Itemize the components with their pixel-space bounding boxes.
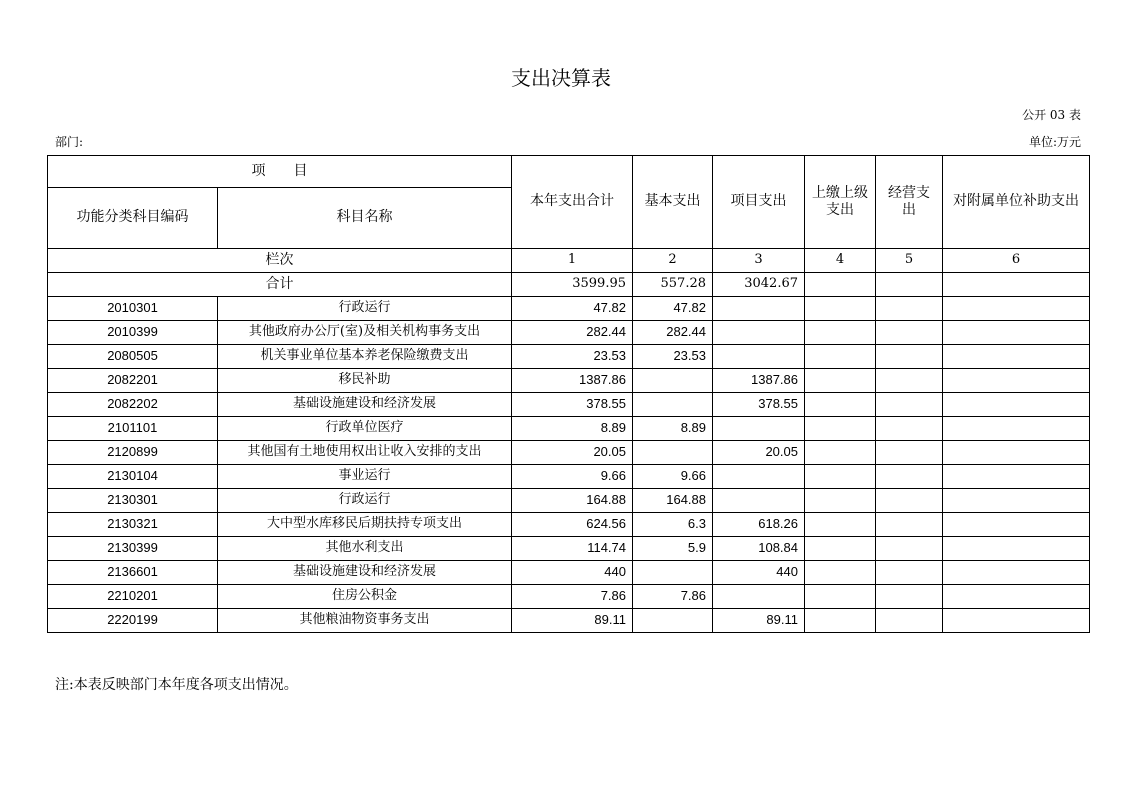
row-subsidy xyxy=(943,369,1090,393)
row-total: 1387.86 xyxy=(512,369,633,393)
row-upper xyxy=(805,345,876,369)
table-row xyxy=(48,393,1090,417)
row-name: 住房公积金 xyxy=(218,585,512,609)
row-basic: 7.86 xyxy=(633,585,713,609)
row-code: 2010301 xyxy=(48,297,218,321)
row-upper xyxy=(805,585,876,609)
row-business xyxy=(876,345,943,369)
row-basic: 164.88 xyxy=(633,489,713,513)
row-total: 164.88 xyxy=(512,489,633,513)
row-project xyxy=(713,585,805,609)
summary-business xyxy=(876,273,943,297)
row-upper xyxy=(805,609,876,633)
row-business xyxy=(876,369,943,393)
row-name: 基础设施建设和经济发展 xyxy=(218,561,512,585)
row-basic: 8.89 xyxy=(633,417,713,441)
row-basic: 47.82 xyxy=(633,297,713,321)
row-business xyxy=(876,561,943,585)
row-subsidy xyxy=(943,513,1090,537)
header-business: 经营支出 xyxy=(876,156,943,249)
row-total: 624.56 xyxy=(512,513,633,537)
row-name: 行政单位医疗 xyxy=(218,417,512,441)
header-total: 本年支出合计 xyxy=(512,156,633,249)
row-upper xyxy=(805,561,876,585)
footnote: 注:本表反映部门本年度各项支出情况。 xyxy=(55,677,298,693)
department-label: 部门: xyxy=(55,135,84,149)
row-project xyxy=(713,345,805,369)
row-basic: 9.66 xyxy=(633,465,713,489)
row-name: 其他水利支出 xyxy=(218,537,512,561)
row-basic: 5.9 xyxy=(633,537,713,561)
row-total: 9.66 xyxy=(512,465,633,489)
summary-project: 3042.67 xyxy=(713,273,805,297)
row-name: 基础设施建设和经济发展 xyxy=(218,393,512,417)
row-code: 2082202 xyxy=(48,393,218,417)
row-project xyxy=(713,321,805,345)
table-row xyxy=(48,345,1090,369)
row-name: 行政运行 xyxy=(218,489,512,513)
row-upper xyxy=(805,537,876,561)
row-subsidy xyxy=(943,561,1090,585)
row-subsidy xyxy=(943,609,1090,633)
row-project xyxy=(713,417,805,441)
row-code: 2130321 xyxy=(48,513,218,537)
row-subsidy xyxy=(943,297,1090,321)
row-business xyxy=(876,489,943,513)
table-row xyxy=(48,489,1090,513)
summary-label: 合计 xyxy=(48,273,512,297)
row-subsidy xyxy=(943,465,1090,489)
row-upper xyxy=(805,441,876,465)
column-index-6: 6 xyxy=(943,249,1090,273)
table-row xyxy=(48,417,1090,441)
row-project: 20.05 xyxy=(713,441,805,465)
row-name: 事业运行 xyxy=(218,465,512,489)
row-business xyxy=(876,321,943,345)
row-project xyxy=(713,297,805,321)
table-row xyxy=(48,585,1090,609)
summary-upper xyxy=(805,273,876,297)
table-row xyxy=(48,537,1090,561)
row-total: 89.11 xyxy=(512,609,633,633)
row-subsidy xyxy=(943,441,1090,465)
row-business xyxy=(876,585,943,609)
row-business xyxy=(876,297,943,321)
row-total: 378.55 xyxy=(512,393,633,417)
table-row xyxy=(48,513,1090,537)
column-index-1: 1 xyxy=(512,249,633,273)
row-name: 其他国有土地使用权出让收入安排的支出 xyxy=(218,441,512,465)
row-subsidy xyxy=(943,489,1090,513)
row-basic xyxy=(633,609,713,633)
column-index-label: 栏次 xyxy=(48,249,512,273)
row-name: 其他粮油物资事务支出 xyxy=(218,609,512,633)
row-subsidy xyxy=(943,537,1090,561)
row-basic: 23.53 xyxy=(633,345,713,369)
row-name: 大中型水库移民后期扶持专项支出 xyxy=(218,513,512,537)
expenditure-table xyxy=(47,155,1090,633)
row-project: 1387.86 xyxy=(713,369,805,393)
row-subsidy xyxy=(943,393,1090,417)
row-upper xyxy=(805,393,876,417)
row-project: 618.26 xyxy=(713,513,805,537)
column-index-3: 3 xyxy=(713,249,805,273)
row-total: 114.74 xyxy=(512,537,633,561)
row-basic: 6.3 xyxy=(633,513,713,537)
page-title: 支出决算表 xyxy=(511,66,611,90)
row-business xyxy=(876,513,943,537)
row-upper xyxy=(805,321,876,345)
row-code: 2010399 xyxy=(48,321,218,345)
row-business xyxy=(876,393,943,417)
row-project xyxy=(713,465,805,489)
row-name: 行政运行 xyxy=(218,297,512,321)
table-row xyxy=(48,369,1090,393)
row-code: 2082201 xyxy=(48,369,218,393)
row-basic xyxy=(633,369,713,393)
table-row xyxy=(48,321,1090,345)
row-upper xyxy=(805,369,876,393)
row-project: 378.55 xyxy=(713,393,805,417)
row-code: 2120899 xyxy=(48,441,218,465)
table-row xyxy=(48,441,1090,465)
column-index-2: 2 xyxy=(633,249,713,273)
row-total: 8.89 xyxy=(512,417,633,441)
row-business xyxy=(876,417,943,441)
summary-basic: 557.28 xyxy=(633,273,713,297)
row-code: 2130301 xyxy=(48,489,218,513)
summary-total: 3599.95 xyxy=(512,273,633,297)
row-business xyxy=(876,465,943,489)
table-row xyxy=(48,465,1090,489)
row-upper xyxy=(805,417,876,441)
row-project: 89.11 xyxy=(713,609,805,633)
row-business xyxy=(876,441,943,465)
unit-label: 单位:万元 xyxy=(1028,135,1081,149)
row-upper xyxy=(805,465,876,489)
table-row xyxy=(48,609,1090,633)
form-number: 公开 03 表 xyxy=(1022,108,1081,122)
row-subsidy xyxy=(943,321,1090,345)
summary-subsidy xyxy=(943,273,1090,297)
column-index-5: 5 xyxy=(876,249,943,273)
row-total: 23.53 xyxy=(512,345,633,369)
row-basic xyxy=(633,561,713,585)
row-basic xyxy=(633,393,713,417)
row-code: 2080505 xyxy=(48,345,218,369)
row-subsidy xyxy=(943,585,1090,609)
row-code: 2136601 xyxy=(48,561,218,585)
header-item: 项 目 xyxy=(48,156,512,188)
table-row xyxy=(48,297,1090,321)
header-basic: 基本支出 xyxy=(633,156,713,249)
row-business xyxy=(876,537,943,561)
row-upper xyxy=(805,489,876,513)
row-code: 2130104 xyxy=(48,465,218,489)
row-upper xyxy=(805,297,876,321)
row-code: 2220199 xyxy=(48,609,218,633)
row-name: 移民补助 xyxy=(218,369,512,393)
row-code: 2210201 xyxy=(48,585,218,609)
header-project: 项目支出 xyxy=(713,156,805,249)
row-total: 7.86 xyxy=(512,585,633,609)
row-project xyxy=(713,489,805,513)
row-total: 440 xyxy=(512,561,633,585)
row-name: 其他政府办公厅(室)及相关机构事务支出 xyxy=(218,321,512,345)
row-name: 机关事业单位基本养老保险缴费支出 xyxy=(218,345,512,369)
row-total: 20.05 xyxy=(512,441,633,465)
row-total: 47.82 xyxy=(512,297,633,321)
row-basic: 282.44 xyxy=(633,321,713,345)
header-upper: 上缴上级支出 xyxy=(805,156,876,249)
row-subsidy xyxy=(943,417,1090,441)
row-business xyxy=(876,609,943,633)
header-code: 功能分类科目编码 xyxy=(48,188,218,249)
row-project: 108.84 xyxy=(713,537,805,561)
header-subsidy: 对附属单位补助支出 xyxy=(943,156,1090,249)
row-total: 282.44 xyxy=(512,321,633,345)
row-code: 2130399 xyxy=(48,537,218,561)
table-row xyxy=(48,561,1090,585)
row-basic xyxy=(633,441,713,465)
row-code: 2101101 xyxy=(48,417,218,441)
column-index-4: 4 xyxy=(805,249,876,273)
row-subsidy xyxy=(943,345,1090,369)
row-project: 440 xyxy=(713,561,805,585)
row-upper xyxy=(805,513,876,537)
header-name: 科目名称 xyxy=(218,188,512,249)
